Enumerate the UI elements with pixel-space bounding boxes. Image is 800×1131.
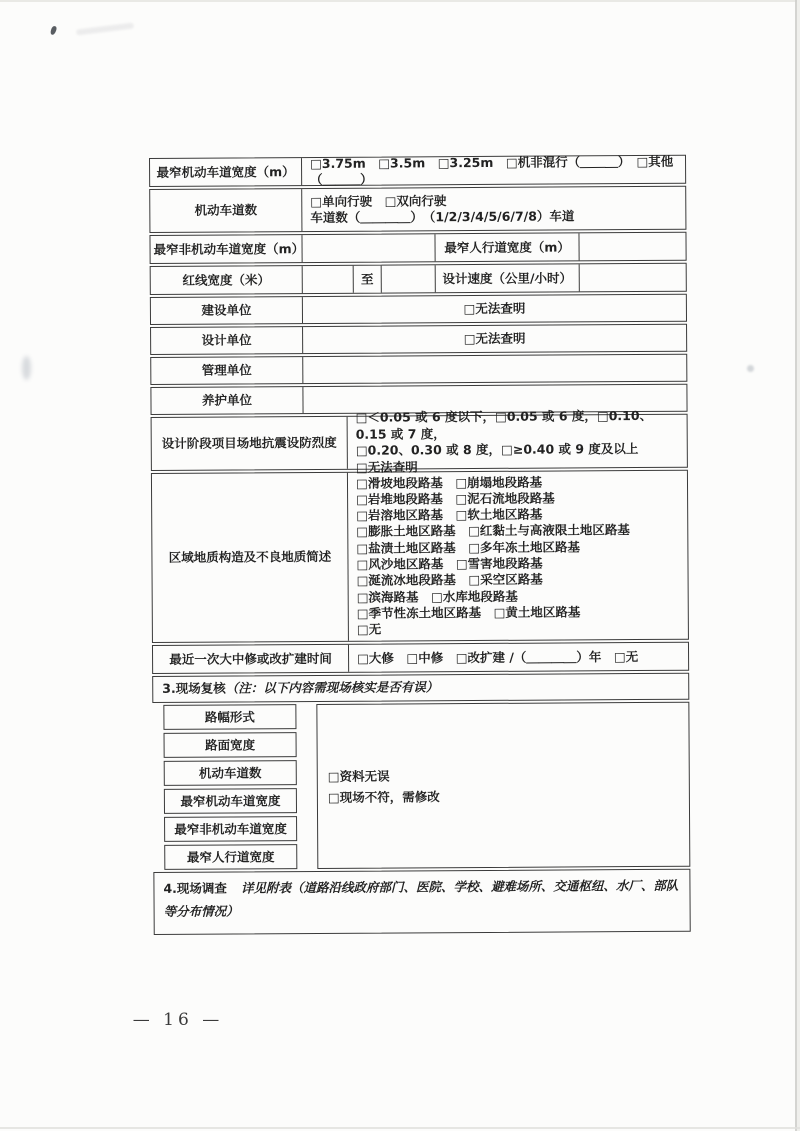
option-line: □0.20、0.30 或 8 度，□≥0.40 或 9 度及以上: [355, 441, 639, 458]
option-line: □滑坡地段路基 □崩塌地段路基: [355, 474, 543, 491]
scan-artifact-ink-dot: [50, 25, 58, 35]
field-label: 最窄机动车道宽度（m）: [156, 163, 295, 180]
option-line: □盐渍土地区路基 □多年冻土地区路基: [356, 539, 581, 556]
scan-edge-top: [0, 0, 800, 2]
field-label-min-motor-lane: 最窄机动车道宽度: [164, 788, 297, 814]
checkbox-options: □无法查明: [302, 295, 686, 323]
scan-artifact-dot: [747, 365, 754, 372]
field-label: 机动车道数: [194, 202, 258, 218]
option-line: □无: [356, 621, 382, 637]
option-line: □涎流冰地段路基 □采空区路基: [356, 571, 543, 589]
row-motor-lane-count: [149, 186, 686, 233]
section3-label-column: [163, 704, 308, 870]
section4-title: 4.现场调查: [163, 880, 227, 896]
option-line: 车道数（＿＿＿＿） （1/2/3/4/5/6/7/8）车道: [310, 208, 575, 226]
option-line: □无法查明: [355, 458, 418, 475]
checkbox-options: [347, 407, 687, 475]
checkbox-options: [301, 187, 685, 231]
option-line: □＜0.05 或 6 度以下，□0.05 或 6 度，□0.10、0.15 或 7 度，: [355, 407, 653, 442]
field-label-pavement-width: 路面宽度: [164, 732, 297, 758]
option-line: □季节性冻土地区路基 □黄土地区路基: [356, 604, 581, 621]
input-blank-cell: [301, 234, 434, 262]
row-last-renovation-time: [152, 642, 689, 674]
scan-artifact-left-smudge: [22, 356, 31, 380]
field-label-min-nonmotor-lane: 最窄非机动车道宽度: [164, 816, 297, 842]
section3-header: [152, 673, 689, 703]
page-number: — 16 —: [132, 1010, 224, 1030]
field-label: 管理单位: [201, 362, 252, 378]
field-label: 最近一次大中修或改扩建时间: [169, 650, 332, 667]
to-label: 至: [353, 266, 381, 293]
row-min-motor-lane-width: [149, 155, 686, 187]
field-label: 设计单位: [201, 332, 252, 348]
field-label: 区域地质构造及不良地质简述: [168, 549, 332, 566]
row-regional-geology: [151, 470, 689, 643]
field-label-lane-count: 机动车道数: [164, 760, 297, 786]
option-line: □岩堆地段路基 □泥石流地段路基: [356, 490, 555, 507]
input-blank-cell: [302, 266, 353, 293]
option-line: □风沙地区路基 □雪害地段路基: [356, 555, 543, 572]
road-survey-form-table: [149, 155, 691, 937]
option-line: □滨海路基 □水库地段路基: [356, 588, 518, 605]
row-redline-width: [150, 263, 687, 295]
section4-site-survey: [153, 869, 690, 935]
option-line: □岩溶地区路基 □软土地区路基: [356, 506, 543, 523]
field-label: 养护单位: [201, 392, 253, 408]
input-blank-cell: [302, 355, 686, 383]
field-label: 最窄非机动车道宽度（m）: [153, 240, 305, 257]
row-min-nonmotor-lane-width: [149, 232, 686, 264]
input-blank-cell: [579, 264, 686, 292]
option-line: □资料无误: [327, 768, 390, 784]
section4-text: 详见附表（道路沿线政府部门、医院、学校、避难场所、交通枢纽、水厂、部队等分布情况）: [163, 877, 679, 919]
field-label: 设计阶段项目场地抗震设防烈度: [161, 435, 337, 452]
field-label: 设计速度（公里/小时）: [435, 264, 579, 292]
row-management-unit: [150, 354, 687, 385]
section3-check-cell: [316, 702, 690, 869]
checkbox-options: □无法查明: [302, 325, 686, 353]
section3-verification-block: [152, 702, 690, 870]
field-label: 红线宽度（米）: [182, 271, 271, 288]
option-line: □现场不符，需修改: [327, 788, 440, 805]
option-line: □膨胀土地区路基 □红黏土与高液限土地区路基: [356, 522, 630, 540]
field-label-road-profile: 路幅形式: [163, 704, 296, 730]
section3-note: （注：以下内容需现场核实是否有误）: [225, 679, 439, 696]
input-blank-cell: [381, 265, 435, 292]
option-line: □单向行驶 □双向行驶: [310, 193, 447, 210]
field-label: 建设单位: [201, 302, 252, 318]
row-construction-unit: [150, 294, 687, 325]
field-label-min-sidewalk: 最窄人行道宽度: [164, 844, 297, 870]
checkbox-options: □大修 □中修 □改扩建 /（＿＿＿＿）年 □无: [348, 643, 688, 672]
scan-edge-bottom: [0, 1127, 800, 1129]
input-blank-cell: [578, 233, 685, 261]
checkbox-options: [347, 471, 688, 641]
checkbox-options: □3.75m □3.5m □3.25m □机非混行（＿＿＿） □其他（＿＿＿）: [301, 156, 685, 185]
section3-title: 3.现场复核: [162, 680, 226, 696]
row-design-unit: [150, 324, 687, 355]
field-label: 最窄人行道宽度（m）: [434, 233, 578, 261]
scan-edge-right: [795, 0, 797, 1131]
scan-artifact-smudge: [76, 22, 134, 35]
row-seismic-intensity: [151, 407, 688, 475]
